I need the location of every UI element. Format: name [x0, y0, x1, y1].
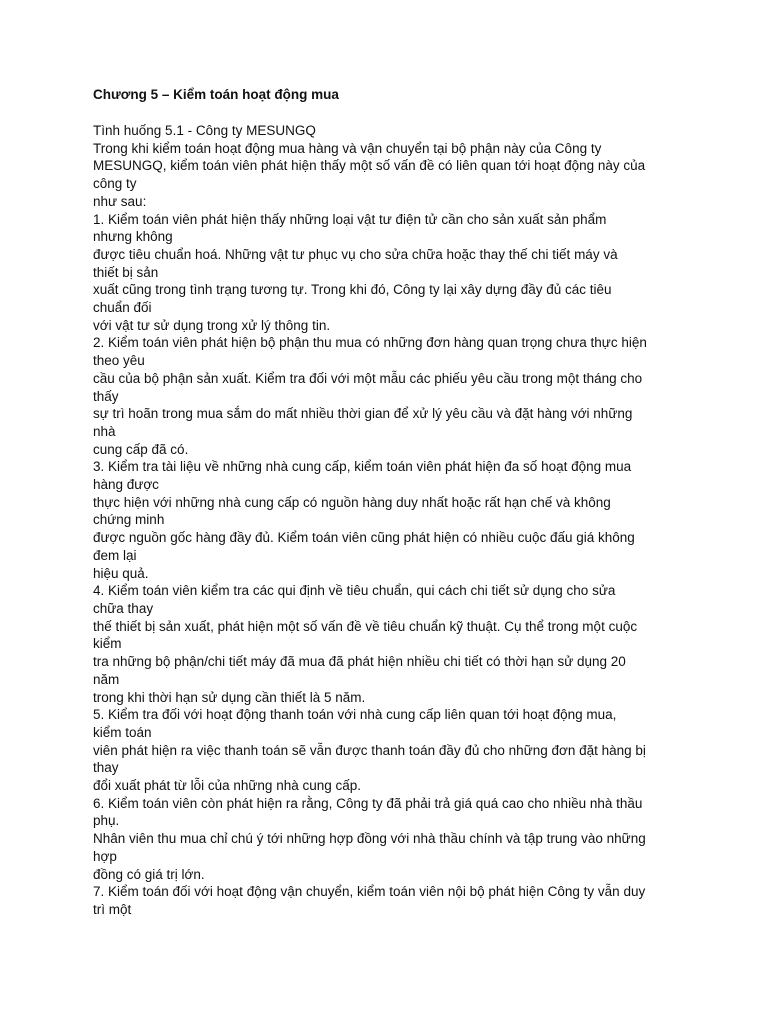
- text-line: trì một: [93, 901, 132, 917]
- text-line: chuẩn đối: [93, 300, 152, 316]
- text-line: phụ.: [93, 813, 120, 829]
- text-line: kiểm: [93, 636, 122, 652]
- text-line: Tình huống 5.1 - Công ty MESUNGQ: [93, 123, 316, 138]
- text-line: theo yêu: [93, 353, 145, 369]
- text-line: kiểm toán: [93, 724, 152, 740]
- text-line: chứng minh: [93, 512, 165, 528]
- text-line: nhà: [93, 423, 116, 439]
- text-line: đồng có giá trị lớn.: [93, 866, 205, 882]
- text-line: được nguồn gốc hàng đầy đủ. Kiểm toán viên cũng phát hiện có nhiều cuộc đấu giá không: [93, 530, 635, 546]
- text-line: 1. Kiểm toán viên phát hiện thấy những loại vật tư điện tử cần cho sản xuất sản phẩm: [93, 211, 607, 227]
- text-line: trong khi thời hạn sử dụng cần thiết là 5 năm.: [93, 689, 366, 705]
- text-line: hiệu quả.: [93, 565, 149, 581]
- text-line: sự trì hoãn trong mua sắm do mất nhiều thời gian để xử lý yêu cầu và đặt hàng với những: [93, 406, 633, 422]
- text-line: với vật tư sử dụng trong xử lý thông tin.: [93, 317, 331, 333]
- text-line: hàng được: [93, 477, 159, 493]
- chapter-title: Chương 5 – Kiểm toán hoạt động mua: [93, 87, 339, 102]
- document-text: [93, 122, 693, 919]
- text-line: Trong khi kiểm toán hoạt động mua hàng và vận chuyển tại bộ phận này của Công ty: [93, 140, 602, 156]
- text-line: như sau:: [93, 193, 147, 209]
- text-line: 4. Kiểm toán viên kiểm tra các qui định về tiêu chuẩn, qui cách chi tiết sử dụng cho sửa: [93, 583, 616, 599]
- text-line: công ty: [93, 176, 137, 192]
- text-line: 6. Kiểm toán viên còn phát hiện ra rằng, Công ty đã phải trả giá quá cao cho nhiều nhà thầu: [93, 795, 643, 811]
- text-line: đổi xuất phát từ lỗi của những nhà cung cấp.: [93, 778, 362, 794]
- text-line: thế thiết bị sản xuất, phát hiện một số vấn đề về tiêu chuẩn kỹ thuật. Cụ thể trong một cuộc: [93, 618, 638, 634]
- text-line: viên phát hiện ra việc thanh toán sẽ vẫn được thanh toán đầy đủ cho những đơn đặt hàng bị: [93, 742, 646, 758]
- text-line: MESUNGQ, kiểm toán viên phát hiện thấy một số vấn đề có liên quan tới hoạt động này của: [93, 158, 646, 174]
- text-line: chữa thay: [93, 600, 154, 616]
- text-line: Nhân viên thu mua chỉ chú ý tới những hợp đồng với nhà thầu chính và tập trung vào những: [93, 831, 646, 847]
- text-line: tra những bộ phận/chi tiết máy đã mua đã phát hiện nhiều chi tiết có thời hạn sử dụng 20: [93, 654, 626, 670]
- text-line: 2. Kiểm toán viên phát hiện bộ phận thu mua có những đơn hàng quan trọng chưa thực hiện: [93, 335, 647, 351]
- text-line: thấy: [93, 388, 119, 404]
- text-line: cầu của bộ phận sản xuất. Kiểm tra đối với một mẫu các phiếu yêu cầu trong một tháng cho: [93, 370, 643, 386]
- text-line: xuất cũng trong tình trạng tương tự. Trong khi đó, Công ty lại xây dựng đầy đủ các tiêu: [93, 282, 612, 298]
- title-spacer: [93, 104, 693, 122]
- text-line: hợp: [93, 848, 117, 864]
- text-line: 5. Kiểm tra đối với hoạt động thanh toán với nhà cung cấp liên quan tới hoạt động mua,: [93, 707, 617, 723]
- text-line: thực hiện với những nhà cung cấp có nguồn hàng duy nhất hoặc rất hạn chế và không: [93, 494, 611, 510]
- text-line: đem lại: [93, 547, 137, 563]
- text-line: 7. Kiểm toán đối với hoạt động vận chuyển, kiểm toán viên nội bộ phát hiện Công ty vẫn duy: [93, 884, 646, 900]
- document-body: [93, 86, 693, 919]
- text-line: thay: [93, 760, 119, 776]
- text-line: thiết bị sản: [93, 264, 159, 280]
- text-line: cung cấp đã có.: [93, 441, 189, 457]
- text-line: năm: [93, 671, 120, 687]
- text-line: nhưng không: [93, 229, 173, 245]
- text-line: 3. Kiểm tra tài liệu về những nhà cung cấp, kiểm toán viên phát hiện đa số hoạt động mua: [93, 459, 632, 475]
- text-line: được tiêu chuẩn hoá. Những vật tư phục vụ cho sửa chữa hoặc thay thế chi tiết máy và: [93, 246, 618, 262]
